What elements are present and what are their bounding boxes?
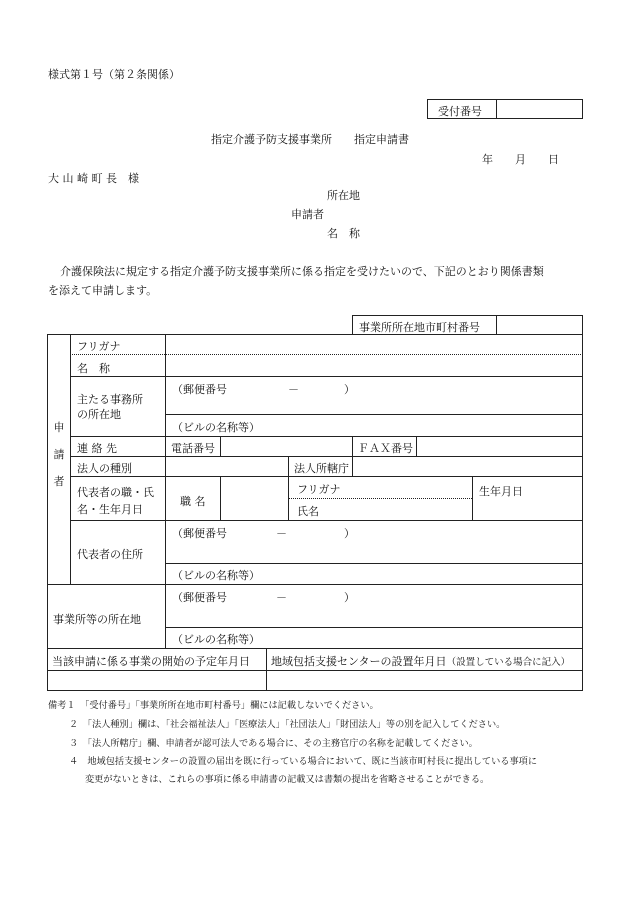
receipt-number-label: 受付番号 (438, 105, 482, 118)
rep-label-2: 名・生年月日 (77, 503, 143, 516)
note-4: ４ 地域包括支援センターの設置の届出を既に行っている場合において、既に当該市町村長に提出している事項に (69, 756, 538, 767)
intro-text-line1: 介護保険法に規定する指定介護予防支援事業所に係る指定を受けたいので、下記のとおり関係書類 (60, 265, 544, 278)
main-office-building-label: （ビルの名称等） (172, 421, 260, 434)
note-3: ３ 「法人所轄庁」欄、申請者が認可法人である場合に、その主務官庁の名称を記載してください。 (69, 738, 478, 749)
addressee: 大 山 崎 町 長 様 (48, 172, 139, 185)
applicant-name-label: 名 称 (327, 227, 360, 240)
note-1: 備考１ 「受付番号」「事業所所在地市町村番号」欄には記載しないでください。 (48, 700, 379, 711)
rep-label-1: 代表者の職・氏 (77, 486, 154, 499)
main-office-label-2: の所在地 (77, 408, 121, 421)
contact-label: 連 絡 先 (77, 442, 117, 455)
office-postal-label: （郵便番号 (172, 591, 227, 604)
rep-name-label: 氏名 (297, 505, 319, 518)
main-office-label-1: 主たる事務所 (77, 393, 143, 406)
center-label: 地域包括支援センターの設置年月日（設置している場合に記入） (271, 655, 571, 668)
rep-postal-dash: － (276, 527, 287, 540)
rep-address-label: 代表者の住所 (77, 548, 143, 561)
applicant-address-label: 所在地 (327, 189, 360, 202)
applicant-label: 申請者 (291, 208, 324, 221)
office-building-label: （ビルの名称等） (172, 633, 260, 646)
furigana-label: フリガナ (77, 340, 121, 353)
office-postal-close: ） (344, 591, 355, 604)
main-office-postal-label: （郵便番号 (172, 383, 227, 396)
applicant-section-label: 申 請 者 (53, 421, 65, 488)
form-id: 様式第１号（第２条関係） (48, 68, 180, 81)
office-postal-dash: － (276, 591, 287, 604)
date-line: 年 月 日 (482, 153, 559, 166)
intro-text-line2: を添えて申請します。 (48, 284, 158, 297)
page-title: 指定介護予防支援事業所 指定申請書 (211, 133, 409, 146)
rep-building-label: （ビルの名称等） (172, 569, 260, 582)
name-label: 名 称 (77, 362, 110, 375)
note-4-continued: 変更がないときは、これらの事項に係る申請書の記載又は書類の提出を省略させることができる。 (85, 774, 490, 785)
start-date-label: 当該申請に係る事業の開始の予定年月日 (52, 655, 250, 668)
corp-type-label: 法人の種別 (77, 462, 132, 475)
position-label: 職 名 (180, 495, 206, 508)
rep-furigana-label: フリガナ (297, 483, 341, 496)
office-location-label: 事業所等の所在地 (53, 613, 141, 626)
main-office-postal-close: ） (344, 383, 355, 396)
note-2: ２ 「法人種別」欄は、「社会福祉法人」「医療法人」「社団法人」「財団法人」等の別を記入してください。 (69, 719, 506, 730)
corp-authority-label: 法人所轄庁 (294, 462, 349, 475)
main-office-postal-dash: － (288, 383, 299, 396)
birth-label: 生年月日 (479, 485, 523, 498)
municipality-number-label: 事業所所在地市町村番号 (359, 321, 480, 334)
fax-label: ＦＡＸ番号 (358, 442, 413, 455)
rep-postal-label: （郵便番号 (172, 527, 227, 540)
phone-label: 電話番号 (171, 442, 215, 455)
rep-postal-close: ） (344, 527, 355, 540)
